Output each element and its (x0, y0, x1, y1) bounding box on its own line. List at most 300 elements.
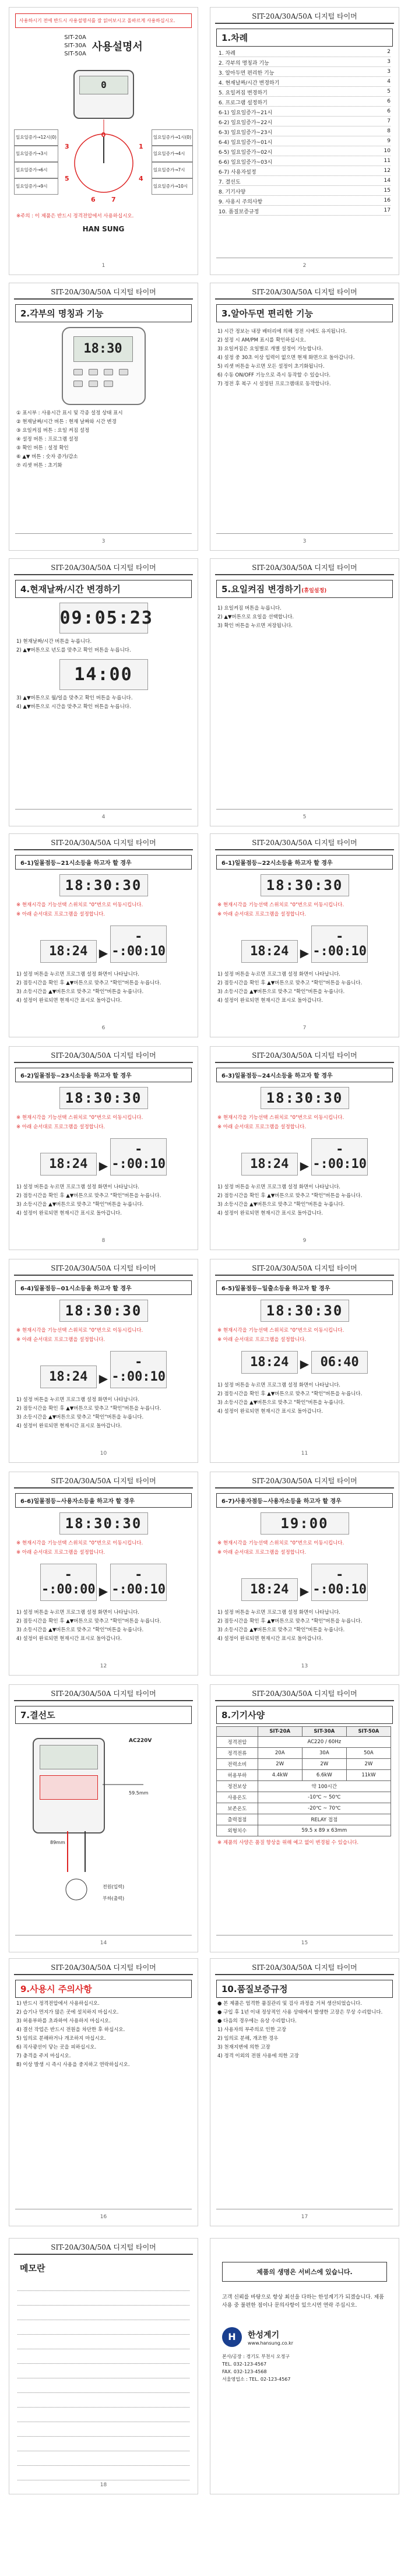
table-cell: 2W (346, 1759, 391, 1770)
toc-title: 6-3) 일요일증가~23시 (219, 130, 273, 136)
page-header: SIT-20A/30A/50A 디지털 타이머 (14, 1263, 193, 1276)
lcd-display: 18:30:30 (59, 1087, 148, 1109)
left-label-4: 일요일증가→9시 (14, 178, 58, 195)
company-name: 한성계기 (248, 2330, 280, 2340)
button-icon (104, 369, 113, 375)
arrow-right-icon: ▶ (99, 945, 108, 960)
memo-line (17, 2416, 189, 2422)
step: 3) 소등시간을 ▲▼버튼으로 맞추고 "확인"버튼을 누릅니다. (217, 1202, 345, 1208)
page-header: SIT-20A/30A/50A 디지털 타이머 (215, 287, 394, 300)
page-header: SIT-20A/30A/50A 디지털 타이머 (215, 1263, 394, 1276)
button-icon (89, 381, 98, 387)
lcd-display: --:00:10 (110, 1564, 167, 1601)
right-label-1: 일요일증가→1시(0) (152, 129, 193, 146)
page-number: 9 (303, 1238, 307, 1244)
page-number: 10 (100, 1451, 107, 1456)
toc-page: 2 (387, 49, 391, 55)
table-of-contents (210, 49, 399, 216)
section-title: 2.각부의 명칭과 기능 (15, 304, 192, 322)
lcd-display: 14:00 (59, 659, 148, 690)
section-title: 6-2)일몰점등~23시소등을 하고자 할 경우 (15, 1068, 192, 1082)
toc-page: 3 (387, 69, 391, 75)
page-number: 8 (101, 1238, 105, 1244)
step: 3) 소등시간을 ▲▼버튼으로 맞추고 "확인"버튼을 누릅니다. (217, 1627, 345, 1633)
manual-page-7 (210, 833, 399, 1037)
table-cell: 6.6kW (302, 1770, 346, 1781)
manual-page-3 (9, 283, 198, 551)
memo-line (17, 2372, 189, 2378)
button-icon (73, 381, 83, 387)
intro-note: ※ 현재시각을 기능선택 스위치로 "0"번으로 이동시킵니다. (217, 902, 344, 908)
toc-page: 17 (384, 207, 391, 213)
section-title: 10.품질보증규정 (216, 1980, 393, 1998)
toc-entry (219, 178, 391, 186)
list-item: ● 다음의 경우에는 유상 수리합니다. (217, 2018, 297, 2024)
list-item: ③ 요일켜짐 버튼 : 요일 켜짐 설정 (16, 428, 90, 434)
arrow-right-icon: ▶ (99, 1583, 108, 1598)
step: 2) ▲▼버튼으로 요일을 선택합니다. (217, 614, 294, 620)
page-header: SIT-20A/30A/50A 디지털 타이머 (14, 1962, 193, 1975)
manual-page-5 (9, 558, 198, 826)
section-title: 6-7)사용자점등~사용자소등을 하고자 할 경우 (216, 1493, 393, 1508)
dial-seven: 7 (111, 196, 116, 203)
section-title: 1.차례 (216, 29, 393, 47)
lcd-display: --:00:10 (110, 1351, 167, 1388)
intro-notice: 사용하시기 전에 반드시 사용설명서를 잘 읽어보시고 올바르게 사용하십시오. (15, 13, 192, 28)
table-cell: 정격전류 (217, 1748, 258, 1759)
step: 3) ▲▼버튼으로 월/일을 맞추고 확인 버튼을 누릅니다. (16, 695, 133, 701)
table-cell: 11kW (346, 1770, 391, 1781)
page-header: SIT-20A/30A/50A 디지털 타이머 (215, 562, 394, 575)
intro-note: ※ 현재시각을 기능선택 스위치로 "0"번으로 이동시킵니다. (217, 1328, 344, 1333)
toc-page: 3 (387, 59, 391, 65)
button-icon (73, 369, 83, 375)
section-title: 6-1)일몰점등~22시소등을 하고자 할 경우 (216, 855, 393, 870)
output-label: 부하(출력) (103, 1896, 125, 1901)
toc-title: 4. 현재날짜/시간 변경하기 (219, 80, 280, 86)
intro-note: ※ 현재시각을 기능선택 스위치로 "0"번으로 이동시킵니다. (16, 1115, 143, 1121)
page-header: SIT-20A/30A/50A 디지털 타이머 (215, 11, 394, 24)
brand-logo: HAN SUNG (82, 225, 125, 233)
step: 1) 설정 버튼을 누르면 프로그램 설정 화면이 나타납니다. (16, 1610, 139, 1616)
list-item: 4) 정격 이외의 전원 사용에 의한 고장 (217, 2053, 299, 2059)
manual-page-18 (9, 2238, 198, 2494)
toc-title: 6-2) 일요일증가~22시 (219, 120, 273, 126)
service-text: 고객 신뢰를 바탕으로 항상 최선을 다하는 한성계기가 되겠습니다. 제품 사용 중 불편한 점이나 문의사항이 있으시면 연락 주십시오. (222, 2295, 384, 2308)
toc-entry (219, 168, 391, 176)
contact-line: TEL. 032-123-4567 (222, 2362, 267, 2367)
step: 3) 소등시간을 ▲▼버튼으로 맞추고 "확인"버튼을 누릅니다. (217, 1400, 345, 1406)
step: 4) 설정이 완료되면 현재시간 표시로 돌아갑니다. (217, 1210, 323, 1216)
page-header: SIT-20A/30A/50A 디지털 타이머 (14, 837, 193, 850)
left-label-1: 일요일증가→12시(0) (14, 129, 58, 146)
lcd-display: 18:30:30 (59, 1512, 148, 1535)
lcd-display: 18:24 (40, 940, 97, 963)
warning-text: ※주의 : 이 제품은 반드시 정격전압에서 사용하십시오. (16, 213, 134, 219)
manual-page-4 (210, 283, 399, 551)
list-item: ⑦ 리셋 버튼 : 초기화 (16, 463, 62, 469)
step: 3) 소등시간을 ▲▼버튼으로 맞추고 "확인"버튼을 누릅니다. (217, 989, 345, 995)
toc-title: 9. 사용시 주의사항 (219, 199, 263, 205)
list-item: ① 표시부 : 사용시간 표시 및 각종 설정 상태 표시 (16, 410, 123, 416)
toc-entry (219, 59, 391, 67)
section-title: 6-3)일몰점등~24시소등을 하고자 할 경우 (216, 1068, 393, 1082)
left-label-3: 일요일증가→6시 (14, 162, 58, 178)
list-item: 7) 충격을 주지 마십시오. (16, 2053, 71, 2059)
step: 1) 설정 버튼을 누르면 프로그램 설정 화면이 나타납니다. (217, 1184, 340, 1190)
contact-line: 서울영업소 : TEL. 02-123-4567 (222, 2377, 291, 2382)
table-cell: 외형치수 (217, 1825, 258, 1836)
step: 3) 소등시간을 ▲▼버튼으로 맞추고 "확인"버튼을 누릅니다. (16, 1627, 144, 1633)
dimension-label: 89mm (50, 1840, 65, 1845)
dial-six: 6 (91, 196, 96, 203)
section-title: 7.결선도 (15, 1706, 192, 1724)
page-number: 2 (303, 263, 307, 269)
memo-line (17, 2357, 189, 2364)
list-item: 4) 설정 중 30초 이상 입력이 없으면 현재 화면으로 돌아갑니다. (217, 355, 355, 361)
memo-line (17, 2401, 189, 2408)
toc-title: 7. 결선도 (219, 180, 241, 185)
intro-note: ※ 현재시각을 기능선택 스위치로 "0"번으로 이동시킵니다. (217, 1540, 344, 1546)
memo-line (17, 2445, 189, 2451)
step: 1) 설정 버튼을 누르면 프로그램 설정 화면이 나타납니다. (217, 972, 340, 977)
page-header: SIT-20A/30A/50A 디지털 타이머 (215, 1476, 394, 1488)
page-number: 18 (100, 2482, 107, 2488)
manual-page-1 (9, 7, 198, 275)
step: 2) 점등시간을 확인 후 ▲▼버튼으로 맞추고 "확인"버튼을 누릅니다. (16, 1406, 161, 1412)
list-item: ⑤ 확인 버튼 : 설정 확인 (16, 445, 69, 451)
intro-note: ※ 아래 순서대로 프로그램을 설정합니다. (16, 1124, 105, 1130)
lcd-display: 09:05:23 (59, 603, 148, 634)
toc-page: 5 (387, 89, 391, 94)
list-item: 3) 요일켜짐은 요일별로 개별 설정이 가능합니다. (217, 346, 323, 352)
list-item: 7) 정전 후 복구 시 설정된 프로그램대로 동작합니다. (217, 381, 331, 387)
intro-note: ※ 아래 순서대로 프로그램을 설정합니다. (217, 912, 307, 917)
list-item: 2) 설정 시 AM/PM 표시를 확인하십시오. (217, 337, 306, 343)
intro-note: ※ 아래 순서대로 프로그램을 설정합니다. (217, 1124, 307, 1130)
toc-entry (219, 98, 391, 107)
manual-page-13 (210, 1472, 399, 1676)
lcd-display: 18:24 (241, 940, 298, 963)
toc-page: 4 (387, 79, 391, 85)
lcd-display: 18:30:30 (261, 1300, 349, 1322)
contact-line: 본사/공장 : 경기도 부천시 오정구 (222, 2354, 290, 2359)
left-label-2: 일요일증가→3시 (14, 146, 58, 162)
step: 4) 설정이 완료되면 현재시간 표시로 돌아갑니다. (16, 1423, 122, 1429)
list-item: ④ 설정 버튼 : 프로그램 설정 (16, 437, 79, 442)
step: 2) 점등시간을 확인 후 ▲▼버튼으로 맞추고 "확인"버튼을 누릅니다. (16, 980, 161, 986)
intro-note: ※ 아래 순서대로 프로그램을 설정합니다. (217, 1337, 307, 1343)
section-title: 5.요일켜짐 변경하기(휴일설정) (216, 580, 393, 598)
arrow-right-icon: ▶ (300, 1583, 309, 1598)
toc-title: 5. 요일켜짐 변경하기 (219, 90, 268, 96)
list-item: 1) 시간 정보는 내장 배터리에 의해 정전 시에도 유지됩니다. (217, 329, 347, 335)
table-cell: 4.4kW (258, 1770, 302, 1781)
lcd-sequence (210, 1134, 399, 1180)
table-cell: 보존온도 (217, 1803, 258, 1814)
lcd-sequence (9, 1346, 198, 1393)
lcd-display: 18:24 (241, 1153, 298, 1176)
table-header: SIT-30A (302, 1727, 346, 1737)
model-1: SIT-20A (64, 34, 86, 41)
company-logo-icon: H (222, 2327, 242, 2347)
toc-title: 10. 품질보증규정 (219, 209, 259, 215)
memo-line (17, 2285, 189, 2291)
button-icon (104, 381, 113, 387)
service-box: 제품의 생명은 서비스에 있습니다. (222, 2262, 387, 2282)
table-cell: 사용온도 (217, 1792, 258, 1803)
dial-three: 3 (65, 143, 69, 150)
lcd-sequence (210, 1346, 399, 1378)
manual-page-8 (9, 1046, 198, 1250)
list-item: 8) 이상 발생 시 즉시 사용을 중지하고 연락하십시오. (16, 2062, 130, 2068)
table-header: SIT-20A (258, 1727, 302, 1737)
memo-line (17, 2387, 189, 2393)
list-item: 2) 습기나 먼지가 많은 곳에 설치하지 마십시오. (16, 2010, 119, 2015)
spec-table (216, 1726, 391, 1836)
lcd-sequence (210, 1559, 399, 1606)
toc-entry (219, 89, 391, 97)
dimension-label: 59.5mm (129, 1790, 149, 1796)
page-header: SIT-20A/30A/50A 디지털 타이머 (14, 287, 193, 300)
table-cell: 20A (258, 1748, 302, 1759)
page-header: SIT-20A/30A/50A 디지털 타이머 (14, 1688, 193, 1701)
dial-five: 5 (65, 175, 69, 182)
section-title: 4.현재날짜/시간 변경하기 (15, 580, 192, 598)
toc-page: 6 (387, 98, 391, 104)
manual-page-6 (210, 558, 399, 826)
page-number: 5 (303, 814, 307, 820)
list-item: 3) 천재지변에 의한 고장 (217, 2044, 270, 2050)
toc-page: 12 (384, 168, 391, 174)
arrow-right-icon: ▶ (99, 1158, 108, 1173)
step: 2) 점등시간을 확인 후 ▲▼버튼으로 맞추고 "확인"버튼을 누릅니다. (217, 1193, 363, 1199)
manual-page-9 (210, 1046, 399, 1250)
manual-page-14 (9, 1684, 198, 1952)
page-header: SIT-20A/30A/50A 디지털 타이머 (215, 1962, 394, 1975)
lcd-display: 18:30:30 (59, 1300, 148, 1322)
input-label: 전원(입력) (103, 1884, 125, 1889)
toc-page: 8 (387, 128, 391, 134)
manual-page-6 (9, 833, 198, 1037)
toc-entry (219, 118, 391, 126)
table-cell: 정격전압 (217, 1737, 258, 1748)
table-cell: 전력소비 (217, 1759, 258, 1770)
model-2: SIT-30A (64, 43, 86, 49)
page-header: SIT-20A/30A/50A 디지털 타이머 (215, 837, 394, 850)
list-item: 1) 사용자의 부주의로 인한 고장 (217, 2027, 287, 2033)
list-item: ● 구입 후 1년 이내 정상적인 사용 상태에서 발생한 고장은 무상 수리합니다. (217, 2010, 383, 2015)
step: 3) 소등시간을 ▲▼버튼으로 맞추고 "확인"버튼을 누릅니다. (16, 1414, 144, 1420)
button-icon (119, 369, 128, 375)
toc-entry (219, 128, 391, 136)
page-header: SIT-20A/30A/50A 디지털 타이머 (14, 2242, 193, 2255)
memo-line (17, 2489, 189, 2494)
toc-page: 16 (384, 198, 391, 203)
step: 1) 설정 버튼을 누르면 프로그램 설정 화면이 나타납니다. (16, 1184, 139, 1190)
page-number: 3 (101, 539, 105, 544)
page-number: 7 (303, 1025, 307, 1031)
lcd-display: 19:00 (261, 1512, 349, 1535)
toc-title: 6-7) 사용자설정 (219, 170, 256, 175)
toc-entry (219, 69, 391, 77)
button-icon (89, 369, 98, 375)
memo-line (17, 2314, 189, 2320)
toc-page: 10 (384, 148, 391, 154)
step: 1) 현재날짜/시간 버튼을 누릅니다. (16, 639, 92, 645)
toc-entry (219, 188, 391, 196)
manual-page-10 (9, 1259, 198, 1463)
manual-page-16 (9, 1958, 198, 2226)
table-cell: 허용부하 (217, 1770, 258, 1781)
list-item: 5) 리셋 버튼을 누르면 모든 설정이 초기화됩니다. (217, 364, 325, 369)
step: 1) 설정 버튼을 누르면 프로그램 설정 화면이 나타납니다. (217, 1610, 340, 1616)
toc-page: 14 (384, 178, 391, 184)
lcd-display: --:00:00 (40, 1564, 97, 1601)
table-cell: 50A (346, 1748, 391, 1759)
page-header: SIT-20A/30A/50A 디지털 타이머 (14, 562, 193, 575)
lcd-display: --:00:10 (311, 1138, 368, 1176)
memo-line (17, 2299, 189, 2306)
section-title: 6-4)일몰점등~01시소등을 하고자 할 경우 (15, 1280, 192, 1295)
toc-entry (219, 207, 391, 216)
lcd-display: 18:24 (40, 1366, 97, 1388)
intro-note: ※ 현재시각을 기능선택 스위치로 "0"번으로 이동시킵니다. (16, 1540, 143, 1546)
section-title: 6-5)일몰점등~일출소등을 하고자 할 경우 (216, 1280, 393, 1295)
lcd-display: 18:24 (241, 1351, 298, 1374)
step: 2) 점등시간을 확인 후 ▲▼버튼으로 맞추고 "확인"버튼을 누릅니다. (217, 1391, 363, 1397)
page-header: SIT-20A/30A/50A 디지털 타이머 (14, 1476, 193, 1488)
table-row (217, 1781, 391, 1792)
memo-line (17, 2343, 189, 2349)
page-number: 17 (301, 2214, 308, 2220)
toc-title: 8. 기기사양 (219, 189, 246, 195)
table-cell: AC220 / 60Hz (258, 1737, 391, 1748)
memo-line (17, 2430, 189, 2437)
table-cell: 2W (302, 1759, 346, 1770)
arrow-right-icon: ▶ (300, 1356, 309, 1371)
toc-page: 15 (384, 188, 391, 193)
toc-entry (219, 158, 391, 166)
page-number: 15 (301, 1940, 308, 1946)
wiring-diagram (9, 1726, 198, 1919)
step: 4) ▲▼버튼으로 시간을 맞추고 확인 버튼을 누릅니다. (16, 704, 131, 710)
lcd-sequence (9, 921, 198, 967)
table-row (217, 1803, 391, 1814)
lcd-display: --:00:10 (110, 925, 167, 963)
page-number: 12 (100, 1663, 107, 1669)
toc-title: 3. 알아두면 편리한 기능 (219, 71, 275, 76)
manual-page-12 (9, 1472, 198, 1676)
table-cell: 출력접점 (217, 1814, 258, 1825)
table-row (217, 1759, 391, 1770)
toc-page: 6 (387, 108, 391, 114)
step: 1) 요일켜짐 버튼을 누릅니다. (217, 606, 282, 611)
lcd-sequence (9, 1134, 198, 1180)
right-label-3: 일요일증가→7시 (152, 162, 193, 178)
list-item: 2) 임의로 분해, 개조한 경우 (217, 2036, 279, 2042)
intro-note: ※ 현재시각을 기능선택 스위치로 "0"번으로 이동시킵니다. (16, 1328, 143, 1333)
step: 1) 설정 버튼을 누르면 프로그램 설정 화면이 나타납니다. (16, 972, 139, 977)
step: 4) 설정이 완료되면 현재시간 표시로 돌아갑니다. (217, 1636, 323, 1642)
lcd-display: --:00:10 (311, 925, 368, 963)
right-label-2: 일요일증가→4시 (152, 146, 193, 162)
lcd-display: --:00:10 (110, 1138, 167, 1176)
toc-entry (219, 49, 391, 57)
table-cell: 30A (302, 1748, 346, 1759)
manual-page-11 (210, 1259, 399, 1463)
memo-line (17, 2328, 189, 2335)
step: 2) ▲▼버튼으로 년도를 맞추고 확인 버튼을 누릅니다. (16, 647, 131, 653)
toc-title: 6-5) 일요일증가~02시 (219, 150, 273, 156)
lcd-display: 06:40 (311, 1351, 368, 1374)
table-cell: 정전보상 (217, 1781, 258, 1792)
list-item: 1) 반드시 정격전압에서 사용하십시오. (16, 2001, 100, 2007)
device-display: 18:30 (73, 336, 133, 362)
lcd-display: 18:30:30 (261, 874, 349, 896)
section-title: 6-6)일몰점등~사용자소등을 하고자 할 경우 (15, 1493, 192, 1508)
toc-entry (219, 138, 391, 146)
arrow-right-icon: ▶ (300, 945, 309, 960)
right-label-4: 일요일증가→10시 (152, 178, 193, 195)
lcd-sequence (210, 921, 399, 967)
step: 1) 설정 버튼을 누르면 프로그램 설정 화면이 나타납니다. (16, 1397, 139, 1403)
table-row (217, 1770, 391, 1781)
step: 2) 점등시간을 확인 후 ▲▼버튼으로 맞추고 "확인"버튼을 누릅니다. (16, 1618, 161, 1624)
table-row (217, 1825, 391, 1836)
dial-one: 1 (139, 143, 143, 150)
step: 3) 소등시간을 ▲▼버튼으로 맞추고 "확인"버튼을 누릅니다. (16, 1202, 144, 1208)
dial-zero: 0 (101, 131, 106, 139)
step: 4) 설정이 완료되면 현재시간 표시로 돌아갑니다. (16, 1636, 122, 1642)
section-title: 6-1)일몰점등~21시소등을 하고자 할 경우 (15, 855, 192, 870)
table-cell: -10℃ ~ 50℃ (258, 1792, 391, 1803)
page-number: 16 (100, 2214, 107, 2220)
contact-line: FAX. 032-123-4568 (222, 2369, 267, 2374)
table-cell: RELAY 접점 (258, 1814, 391, 1825)
toc-title: 2. 각부의 명칭과 기능 (219, 61, 269, 66)
list-item: ⑥ ▲▼ 버튼 : 숫자 증가/감소 (16, 454, 78, 460)
dial-four: 4 (139, 175, 143, 182)
manual-page-15 (210, 1684, 399, 1952)
table-row (217, 1737, 391, 1748)
table-row (217, 1748, 391, 1759)
toc-title: 6-1) 일요일증가~21시 (219, 110, 273, 116)
device-illustration (9, 64, 198, 210)
list-item: ● 본 제품은 엄격한 품질관리 및 검사 과정을 거쳐 생산되었습니다. (217, 2001, 362, 2007)
toc-page: 9 (387, 138, 391, 144)
section-title: 3.알아두면 편리한 기능 (216, 304, 393, 322)
section-title: 9.사용시 주의사항 (15, 1980, 192, 1998)
list-item: 5) 임의로 분해하거나 개조하지 마십시오. (16, 2036, 106, 2042)
voltage-label: AC220V (129, 1738, 152, 1744)
toc-title: 1. 차례 (219, 51, 235, 57)
toc-entry (219, 79, 391, 87)
lcd-display: 18:30:30 (59, 874, 148, 896)
table-cell: 2W (258, 1759, 302, 1770)
device-diagram (62, 327, 146, 405)
toc-entry (219, 108, 391, 117)
step: 4) 설정이 완료되면 현재시간 표시로 돌아갑니다. (16, 1210, 122, 1216)
lcd-display: 18:24 (241, 1578, 298, 1601)
page-number: 6 (101, 1025, 105, 1031)
intro-note: ※ 아래 순서대로 프로그램을 설정합니다. (16, 1550, 105, 1556)
page-header: SIT-20A/30A/50A 디지털 타이머 (215, 1050, 394, 1063)
list-item: 6) 수동 ON/OFF 기능으로 즉시 동작할 수 있습니다. (217, 372, 331, 378)
list-item: 3) 허용부하를 초과하여 사용하지 마십시오. (16, 2018, 111, 2024)
page-header: SIT-20A/30A/50A 디지털 타이머 (14, 1050, 193, 1063)
step: 2) 점등시간을 확인 후 ▲▼버튼으로 맞추고 "확인"버튼을 누릅니다. (217, 1618, 363, 1624)
